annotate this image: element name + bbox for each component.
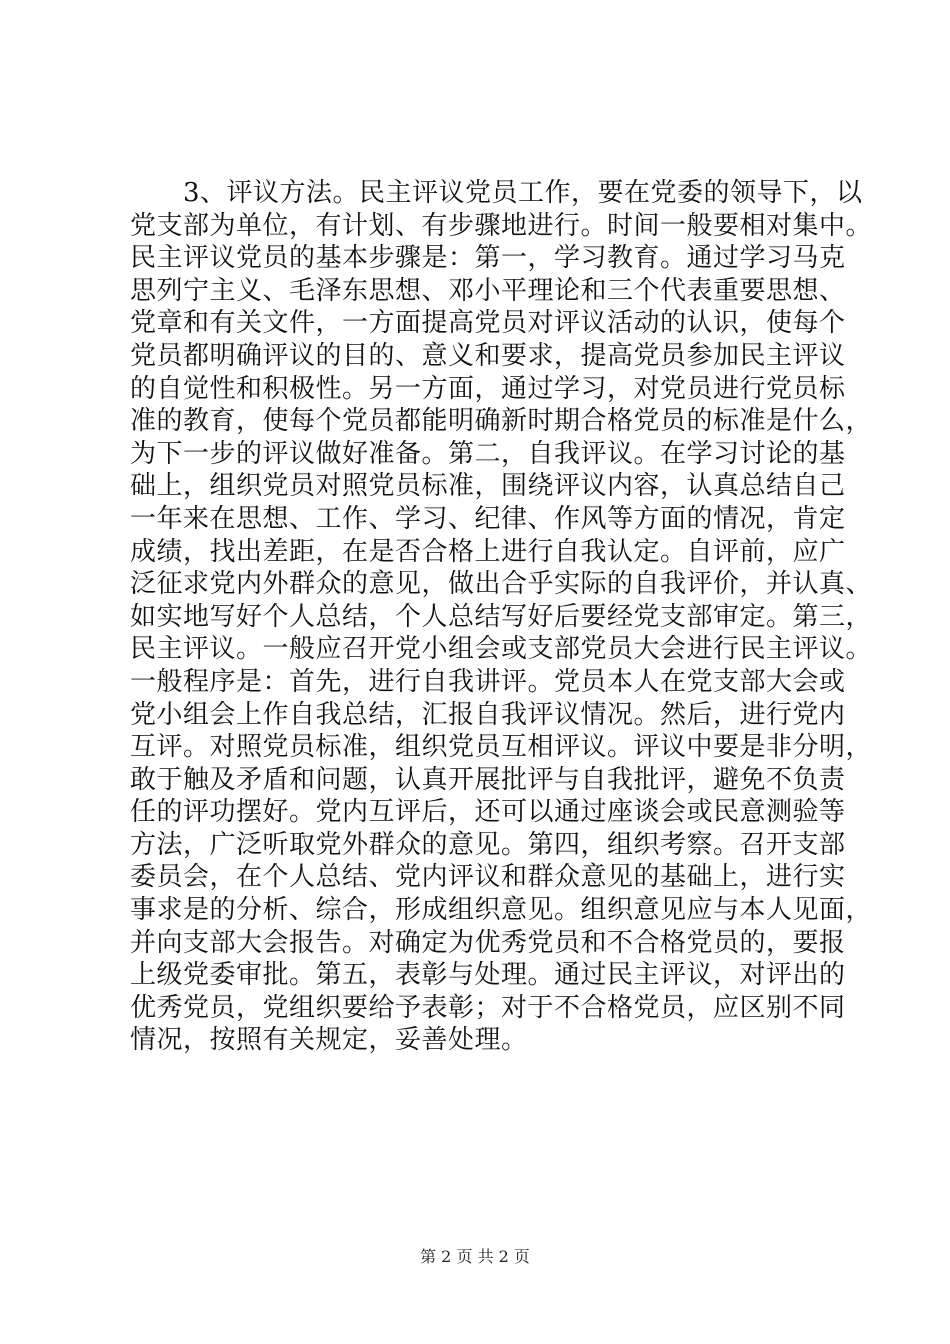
paragraph-line: 优秀党员，党组织要给予表彰；对于不合格党员，应区别不同 bbox=[130, 992, 846, 1023]
paragraph-line: 3、评议方法。民主评议党员工作，要在党委的领导下，以 bbox=[130, 178, 863, 208]
page-footer bbox=[0, 1244, 950, 1267]
paragraph-line: 一年来在思想、工作、学习、纪律、作风等方面的情况，肯定 bbox=[130, 503, 846, 534]
paragraph-line: 上级党委审批。第五，表彰与处理。通过民主评议，对评出的 bbox=[130, 960, 846, 991]
paragraph-line: 党支部为单位，有计划、有步骤地进行。时间一般要相对集中。 bbox=[130, 210, 873, 241]
paragraph-line: 党员都明确评议的目的、意义和要求，提高党员参加民主评议 bbox=[130, 340, 846, 371]
paragraph-line: 事求是的分析、综合，形成组织意见。组织意见应与本人见面， bbox=[130, 895, 873, 926]
paragraph-line: 思列宁主义、毛泽东思想、邓小平理论和三个代表重要思想、 bbox=[130, 275, 846, 306]
paragraph-line: 委员会，在个人总结、党内评议和群众意见的基础上，进行实 bbox=[130, 862, 846, 893]
paragraph-line: 一般程序是：首先，进行自我讲评。党员本人在党支部大会或 bbox=[130, 666, 846, 697]
paragraph-line: 准的教育，使每个党员都能明确新时期合格党员的标准是什么， bbox=[130, 406, 873, 437]
paragraph-line: 为下一步的评议做好准备。第二，自我评议。在学习讨论的基 bbox=[130, 438, 846, 469]
paragraph-line: 泛征求党内外群众的意见，做出合乎实际的自我评价，并认真、 bbox=[130, 569, 873, 600]
paragraph-line: 互评。对照党员标准，组织党员互相评议。评议中要是非分明， bbox=[130, 732, 873, 763]
paragraph-line: 如实地写好个人总结，个人总结写好后要经党支部审定。第三， bbox=[130, 601, 873, 632]
paragraph-line: 础上，组织党员对照党员标准，围绕评议内容，认真总结自己 bbox=[130, 471, 846, 502]
paragraph-line: 成绩，找出差距，在是否合格上进行自我认定。自评前，应广 bbox=[130, 536, 846, 567]
paragraph-line: 民主评议。一般应召开党小组会或支部党员大会进行民主评议。 bbox=[130, 634, 873, 665]
paragraph-line: 并向支部大会报告。对确定为优秀党员和不合格党员的，要报 bbox=[130, 927, 846, 958]
paragraph-line: 方法，广泛听取党外群众的意见。第四，组织考察。召开支部 bbox=[130, 829, 846, 860]
paragraph-line: 民主评议党员的基本步骤是：第一，学习教育。通过学习马克 bbox=[130, 243, 846, 274]
paragraph-line: 的自觉性和积极性。另一方面，通过学习，对党员进行党员标 bbox=[130, 373, 846, 404]
paragraph-line: 情况，按照有关规定，妥善处理。 bbox=[130, 1025, 528, 1056]
paragraph-line: 敢于触及矛盾和问题，认真开展批评与自我批评，避免不负责 bbox=[130, 764, 846, 795]
document-body bbox=[130, 177, 873, 1057]
paragraph-line: 党小组会上作自我总结，汇报自我评议情况。然后，进行党内 bbox=[130, 699, 846, 730]
paragraph-line: 党章和有关文件，一方面提高党员对评议活动的认识，使每个 bbox=[130, 308, 846, 339]
page-number-label: 第 2 页 共 2 页 bbox=[420, 1247, 530, 1266]
paragraph-line: 任的评功摆好。党内互评后，还可以通过座谈会或民意测验等 bbox=[130, 797, 846, 828]
